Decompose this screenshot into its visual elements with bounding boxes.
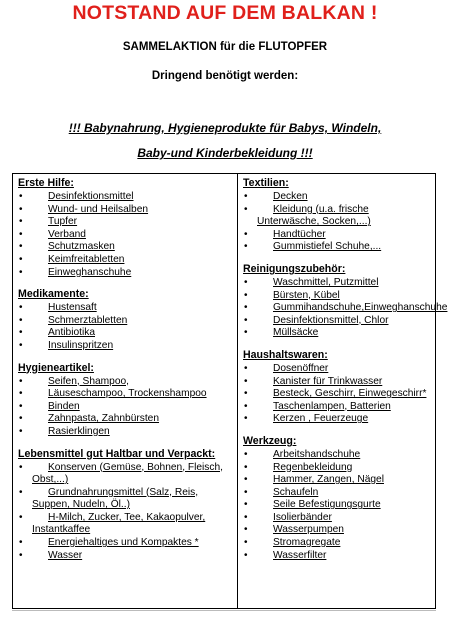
- section-heading: Werkzeug:: [243, 434, 297, 447]
- section-reinigungszubehoer: [243, 262, 448, 340]
- section-lebensmittel: [18, 448, 233, 563]
- list-item: • Insulinspritzen: [18, 340, 233, 353]
- list-item: • Kanister für Trinkwasser: [243, 376, 433, 389]
- list-item: • Seile Befestigungsgurte: [243, 499, 433, 512]
- list-item: • Antibiotika: [18, 327, 233, 340]
- section-heading: Haushaltswaren:: [243, 348, 328, 361]
- list-item: • Tupfer: [18, 216, 233, 229]
- list-item: • Regenbekleidung: [243, 462, 433, 475]
- list-item: • Decken: [243, 191, 433, 204]
- list-item: • Läuseschampoo, Trockenshampoo: [18, 388, 233, 401]
- list-item: • Schaufeln: [243, 487, 433, 500]
- bottom-rule: [12, 610, 436, 611]
- section-textilien: [243, 177, 433, 254]
- list-item: • Kleidung (u.a. frische Unterwäsche, Socken,...): [243, 204, 433, 229]
- section-werkzeug: [243, 435, 433, 562]
- list-item: • Isolierbänder: [243, 512, 433, 525]
- section-haushaltswaren: [243, 349, 433, 426]
- list-item: • Handtücher: [243, 229, 433, 242]
- list-item: • Schutzmasken: [18, 241, 233, 254]
- section-medikamente: [18, 288, 233, 352]
- list-item: • Einweghanschuhe: [18, 267, 233, 280]
- list-item: • Arbeitshandschuhe: [243, 449, 433, 462]
- list-item: • Hustensaft: [18, 302, 233, 315]
- list-item: • Desinfektionsmittel: [18, 191, 233, 204]
- list-item: • Dosenöffner: [243, 363, 433, 376]
- list-item: • Keimfreitabletten: [18, 254, 233, 267]
- list-item: • Grundnahrungsmittel (Salz, Reis, Suppen, Nudeln, Öl..): [18, 487, 233, 512]
- section-hygieneartikel: [18, 362, 233, 439]
- list-item: • Schmerztabletten: [18, 315, 233, 328]
- list-item: • Gummihandschuhe,Einweghanschuhe: [243, 302, 433, 315]
- list-item: • Wasserpumpen: [243, 524, 433, 537]
- subtitle: SAMMELAKTION für die FLUTOPFER: [122, 41, 328, 53]
- list-item: • Binden: [18, 401, 233, 414]
- list-item: • Stromagregate: [243, 537, 433, 550]
- list-item: • Müllsäcke: [243, 327, 433, 340]
- list-item: • Waschmittel, Putzmittel: [243, 277, 433, 290]
- list-item: • H-Milch, Zucker, Tee, Kakaopulver, Instantkaffee: [18, 512, 233, 537]
- section-heading: Erste Hilfe:: [18, 177, 74, 189]
- list-item: • Kerzen , Feuerzeuge: [243, 413, 433, 426]
- list-item: • Besteck, Geschirr, Einwegeschirr*: [243, 388, 433, 401]
- list-item: • Rasierklingen: [18, 426, 233, 439]
- list-item: • Wasserfilter: [243, 550, 433, 563]
- list-item: • Energiehaltiges und Kompaktes *: [18, 537, 233, 550]
- list-item: • Gummistiefel Schuhe,...: [243, 241, 433, 254]
- needed-label: Dringend benötigt werden:: [151, 70, 299, 82]
- list-item: • Desinfektionsmittel, Chlor: [243, 315, 433, 328]
- list-item: • Zahnpasta, Zahnbürsten: [18, 413, 233, 426]
- list-item: • Bürsten, Kübel: [243, 290, 433, 303]
- section-heading: Lebensmittel gut Haltbar und Verpackt:: [18, 447, 216, 460]
- list-item: • Wund- und Heilsalben: [18, 204, 233, 217]
- highlight-line-2: Baby-und Kinderbekleidung !!!: [137, 146, 313, 160]
- list-item: • Verband: [18, 229, 233, 242]
- list-item: • Wasser: [18, 550, 233, 563]
- list-item: • Konserven (Gemüse, Bohnen, Fleisch, Obst,...): [18, 462, 233, 487]
- left-column: [18, 177, 233, 571]
- list-item: • Seifen, Shampoo,: [18, 376, 233, 389]
- column-divider: [237, 173, 238, 609]
- right-column: [243, 177, 448, 571]
- page-title: NOTSTAND AUF DEM BALKAN !: [72, 2, 378, 24]
- highlight-line-1: !!! Babynahrung, Hygieneprodukte für Babys, Windeln,: [68, 121, 382, 135]
- list-item: • Taschenlampen, Batterien: [243, 401, 433, 414]
- section-heading: Hygieneartikel:: [18, 361, 94, 374]
- section-heading: Medikamente:: [18, 288, 89, 301]
- section-erste-hilfe: [18, 177, 233, 279]
- list-item: • Hammer, Zangen, Nägel: [243, 474, 433, 487]
- section-heading: Reinigungszubehör:: [243, 262, 346, 275]
- section-heading: Textilien:: [243, 177, 289, 189]
